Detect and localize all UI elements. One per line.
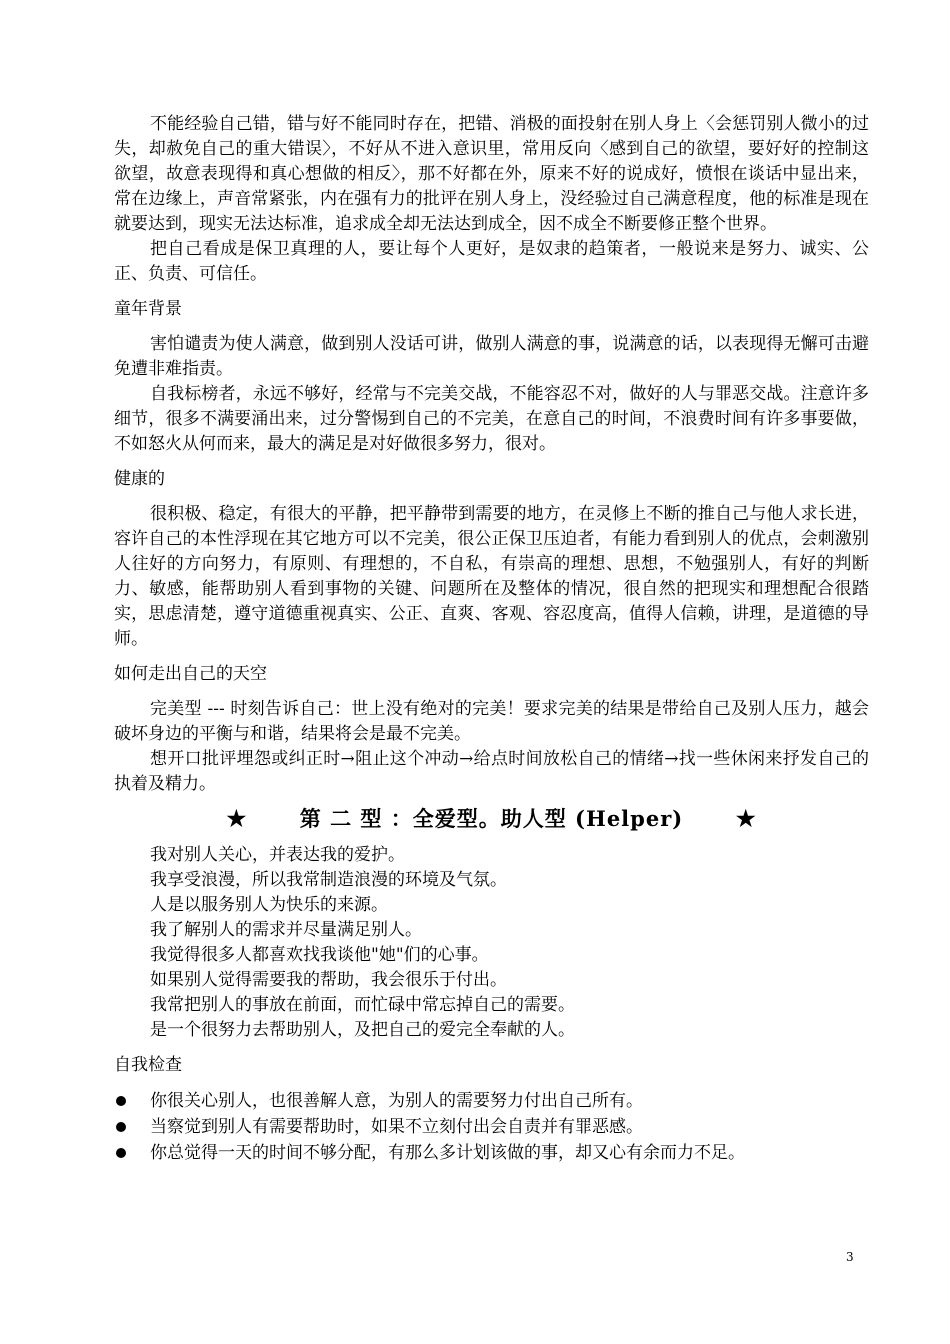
intro-paragraph-2: 把自己看成是保卫真理的人，要让每个人更好，是奴隶的趋策者，一般说来是努力、诚实、公正、负责、可信任。: [114, 239, 869, 284]
type2-title-text: 第 二 型 ：全爱型。助人型 (Helper): [299, 806, 684, 831]
selfcheck-heading: 自我检查: [114, 1055, 182, 1075]
childhood-paragraph-1: 害怕谴责为使人满意，做到别人没话可讲，做别人满意的事，说满意的话，以表现得无懈可击避免遭非难指责。: [114, 334, 869, 379]
document-page: [114, 112, 869, 1166]
statement-line: 我觉得很多人都喜欢找我谈他"她"们的心事。: [150, 945, 489, 965]
healthy-heading: 健康的: [114, 469, 165, 489]
selfcheck-list: [114, 1088, 869, 1166]
list-item: [114, 1140, 869, 1166]
type2-title: [114, 803, 869, 835]
list-item-text: 你总觉得一天的时间不够分配，有那么多计划该做的事，却又心有余而力不足。: [150, 1143, 745, 1163]
page-number: 3: [846, 1250, 854, 1264]
star-icon-right: ★: [735, 806, 757, 832]
childhood-paragraph-2: 自我标榜者，永远不够好，经常与不完美交战，不能容忍不对，做好的人与罪恶交战。注意许多细节，很多不满要涌出来，过分警惕到自己的不完美，在意自己的时间，不浪费时间有许多事要做，不如怒火从何而来，最大的满足是对好做很多努力，很对。: [114, 384, 869, 454]
statement-line: 是一个很努力去帮助别人，及把自己的爱完全奉献的人。: [150, 1020, 575, 1040]
statement-line: 我对别人关心，并表达我的爱护。: [150, 845, 405, 865]
childhood-heading: 童年背景: [114, 299, 182, 319]
list-item: [114, 1088, 869, 1114]
list-item-text: 当察觉到别人有需要帮助时，如果不立刻付出会自责并有罪恶感。: [150, 1117, 643, 1137]
star-icon-left: ★: [226, 806, 248, 832]
statement-line: 我了解别人的需求并尽量满足别人。: [150, 920, 422, 940]
healthy-paragraph: 很积极、稳定，有很大的平静，把平静带到需要的地方，在灵修上不断的推自己与他人求长进，容许自己的本性浮现在其它地方可以不完美，很公正保卫压迫者，有能力看到别人的优点，会刺激别人往好的方向努力，有原则、有理想的，不自私，有崇高的理想、思想，不勉强别人，有好的判断力、敏感，能帮助别人看到事物的关键、问题所在及整体的情况，很自然的把现实和理想配合很踏实，思虑清楚，遵守道德重视真实、公正、直爽、客观、容忍度高，值得人信赖，讲理，是道德的导师。: [114, 504, 869, 649]
list-item-text: 你很关心别人，也很善解人意，为别人的需要努力付出自己所有。: [150, 1091, 643, 1111]
statement-line: 我享受浪漫，所以我常制造浪漫的环境及气氛。: [150, 870, 507, 890]
sky-paragraph-2: 想开口批评埋怨或纠正时→阻止这个冲动→给点时间放松自己的情绪→找一些休闲来抒发自己的执着及精力。: [114, 749, 869, 794]
bullet-icon: [116, 1148, 126, 1158]
sky-heading: 如何走出自己的天空: [114, 664, 267, 684]
intro-paragraph-1: 不能经验自己错，错与好不能同时存在，把错、消极的面投射在别人身上〈会惩罚别人微小的过失，却赦免自己的重大错误〉，不好从不进入意识里，常用反向〈感到自己的欲望，要好好的控制这欲望，故意表现得和真心想做的相反〉，那不好都在外，原来不好的说成好，愤恨在谈话中显出来，常在边缘上，声音常紧张，内在强有力的批评在别人身上，没经验过自己满意程度，他的标准是现在就要达到，现实无法达标准，追求成全却无法达到成全，因不成全不断要修正整个世界。: [114, 114, 869, 234]
statement-line: 人是以服务别人为快乐的来源。: [150, 895, 388, 915]
sky-paragraph-1: 完美型 --- 时刻告诉自己：世上没有绝对的完美！要求完美的结果是带给自己及别人压力，越会破坏身边的平衡与和谐，结果将会是最不完美。: [114, 699, 869, 744]
type2-statements: [114, 843, 869, 1043]
list-item: [114, 1114, 869, 1140]
bullet-icon: [116, 1096, 126, 1106]
bullet-icon: [116, 1122, 126, 1132]
statement-line: 如果别人觉得需要我的帮助，我会很乐于付出。: [150, 970, 507, 990]
statement-line: 我常把别人的事放在前面，而忙碌中常忘掉自己的需要。: [150, 995, 575, 1015]
